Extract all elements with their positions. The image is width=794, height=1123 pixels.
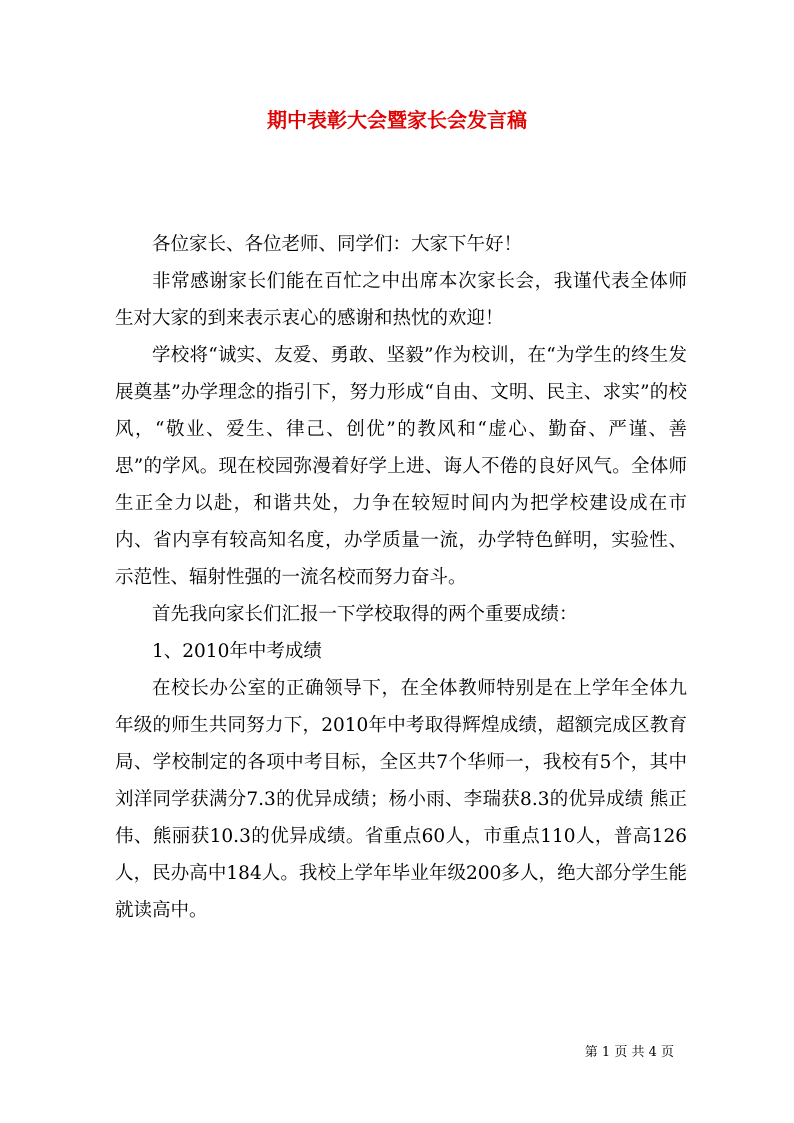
page-number: 第 1 页 共 4 页 bbox=[584, 1045, 674, 1060]
paragraph-greeting: 各位家长、各位老师、同学们：大家下午好！ bbox=[152, 234, 523, 255]
paragraph-school-motto: 学校将“诚实、友爱、勇敢、坚毅”作为校训，在“为学生的终生发展奠基”办学理念的指引下，努力形成“自由、文明、民主、求实”的校风，“敬业、爱生、律己、创优”的教风和“虚心、勤奋、严谨、善思”的学风。现在校园弥漫着好学上进、诲人不倦的良好风气。全体师生正全力以赴，和谐共处，力争在较短时间内为把学校建设成在市内、省内享有较高知名度，办学质量一流，办学特色鲜明，实验性、示范性、辐射性强的一流名校而努力奋斗。 bbox=[115, 345, 687, 588]
section-heading-exam-results: 1、2010年中考成绩 bbox=[152, 641, 322, 662]
document-body bbox=[115, 226, 687, 929]
paragraph-report-intro: 首先我向家长们汇报一下学校取得的两个重要成绩： bbox=[152, 604, 578, 625]
paragraph-thanks: 非常感谢家长们能在百忙之中出席本次家长会，我谨代表全体师生对大家的到来表示衷心的感谢和热忱的欢迎！ bbox=[115, 271, 687, 329]
document-title: 期中表彰大会暨家长会发言稿 bbox=[267, 108, 527, 132]
paragraph-exam-results: 在校长办公室的正确领导下，在全体教师特别是在上学年全体九年级的师生共同努力下，2010年中考取得辉煌成绩，超额完成区教育局、学校制定的各项中考目标，全区共7个华师一，我校有5个，其中刘洋同学获满分7.3的优异成绩；杨小雨、李瑞获8.3的优异成绩 熊正伟、熊丽获10.3的优异成绩。省重点60人，市重点110人，普高126人，民办高中184人。我校上学年毕业年级200多人，绝大部分学生能就读高中。 bbox=[115, 678, 687, 921]
